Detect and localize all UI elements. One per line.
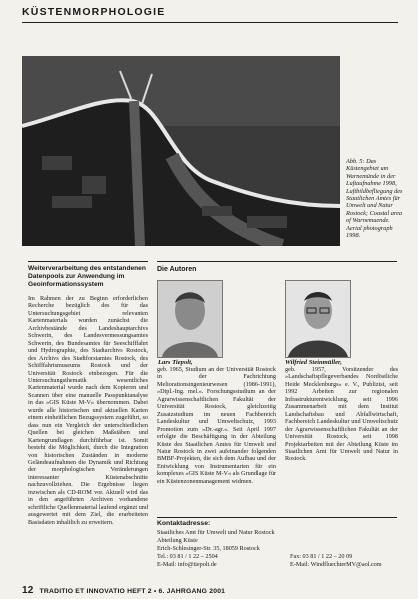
contact-address: Erich-Schlesinger-Str. 35, 18059 Rostock [157, 545, 260, 552]
author2-name: Wilfried Steinmüller, [285, 359, 342, 366]
journal-name: TRADITIO ET INNOVATIO HEFT 2 • 6. JAHRGANG 2001 [39, 588, 226, 595]
page-number: 12 [22, 585, 34, 596]
contact-email-1[interactable]: E-Mail: info@tiepolt.de [157, 561, 217, 568]
contact-heading: Kontaktadresse: [157, 520, 211, 527]
section-header: KÜSTENMORPHOLOGIE [22, 6, 166, 18]
contact-email-2[interactable]: E-Mail: WindfluechterMV@aol.com [290, 561, 382, 568]
article-subheading: Weiterverarbeitung des entstandenen Datenpools zur Anwendung im Geoinformationssystem [28, 265, 146, 289]
author2-portrait [285, 280, 351, 358]
person-icon [286, 281, 350, 357]
author1-bio: geb. 1965, Studium an der Universität Rostock in der Fachrichtung Meliorationsingenieurwesen (1986-1991), »Dipl.-Ing. mel.«. Forschungsstudium an der Agrarwissenschaftlichen Fakultät der Universität Rostock, gleichzeitig Zusatzstudium im neuen Fachbereich Landeskultur und Umweltschutz, 1993 Promotion zum »Dr.-agr.«. Seit April 1997 erfolgte die Beschäftigung in der Abteilung Küste des Staatlichen Amtes für Umwelt und Natur Rostock in zwei aufeinander folgenden BMBF-Projekten, die sich dem Aufbau und der Entwicklung von Instrumentarien für ein komplexes »GIS Küste M-V« als Grundlage für ein Küstenzonenmanagement widmen. [157, 366, 276, 485]
contact-tel: Tel.: 03 81 / 1 22 – 2504 [157, 553, 218, 560]
author2-bio: geb. 1957, Vorsitzender des »Landschaftspflegeverbandes Nordöstliche Heide Mecklenburgs« e. V., Publizist, seit 1992 Arbeiten zur regionalen Infrastrukturentwicklung, seit 1996 Zusammenarbeit mit dem Institut Landschaftsbau und Abfallwirtschaft, Fachbereich Landeskultur und Umweltschutz der Agrarwissenschaftlichen Fakultät an der Universität Rostock, seit 1998 Projektarbeiten mit der Abteilung Küste im Staatlichen Amt für Umwelt und Natur in Rostock. [285, 366, 398, 463]
left-column-rule [28, 261, 148, 262]
authors-heading: Die Autoren [157, 266, 197, 273]
article-body: Im Rahmen der zu Beginn erforderlichen Recherche bezüglich des für das Untersuchungsgebiet relevanten Kartenmaterials wurden zunächst die Archivbestände des Landeshauptarchivs Schwerin, des Landesvermessungsamtes Schwerin, des Bundesamtes für Seeschifffahrt und Hydrographie, des Stadtarchivs Rostock, des Archivs des Stadtforstamtes Rostock, des Schifffahrtsmuseums Rostock und der Universität Rostock einbezogen. Für die Untersuchungsthematik wesentliches Kartenmaterial wurde nach dem Kopieren und Scannen über eine manuelle Passpunktanalyse in das »GIS Küste M-V« übernommen. Dabei wurde alle historischen und aktuellen Karten einem einheitlichen Bezugssystem zugeführt, so dass nun ein Vergleich der unterschiedlichen Quellen bei gleichen Maßstäben und Kartengrundlagen durchführbar ist. Somit besteht die Möglichkeit, durch die Integration von historischen Zuständen in moderne Geländeaufnahmen die Dynamik und Richtung der morphologischen Veränderungen interessanter Küstenabschnitte nachzuvollziehen. Die Ergebnisse liegen inzwischen als CD-ROM vor. Aktuell wird das in den angeführten Archiven vorhandene schriftliche Quellenmaterial laufend ergänzt und ausgewertet mit dem Ziel, die erarbeiteten Basisdaten inhaltlich zu erweitern. [28, 295, 148, 526]
page-footer [22, 585, 225, 596]
author1-portrait [157, 280, 223, 358]
aerial-photo [22, 56, 340, 246]
photo-caption: Abb. 5: Das Küstengebiet um Warnemünde in der Luftaufnahme 1998, Luftbildbefliegung des Staatlichen Amtes für Umwelt und Natur Rostock; Coastal area of Warnemuende. Aerial photograph 1998. [346, 158, 403, 240]
aerial-photo-graphic [22, 56, 340, 246]
contact-rule [157, 517, 397, 518]
authors-rule [157, 261, 397, 262]
person-icon [158, 281, 222, 357]
author1-name: Lars Tiepolt, [158, 359, 193, 366]
contact-dept: Abteilung Küste [157, 537, 198, 544]
contact-org: Staatliches Amt für Umwelt und Natur Rostock [157, 529, 275, 536]
contact-fax: Fax: 03 81 / 1 22 – 20 09 [290, 553, 353, 560]
header-rule [22, 22, 398, 23]
